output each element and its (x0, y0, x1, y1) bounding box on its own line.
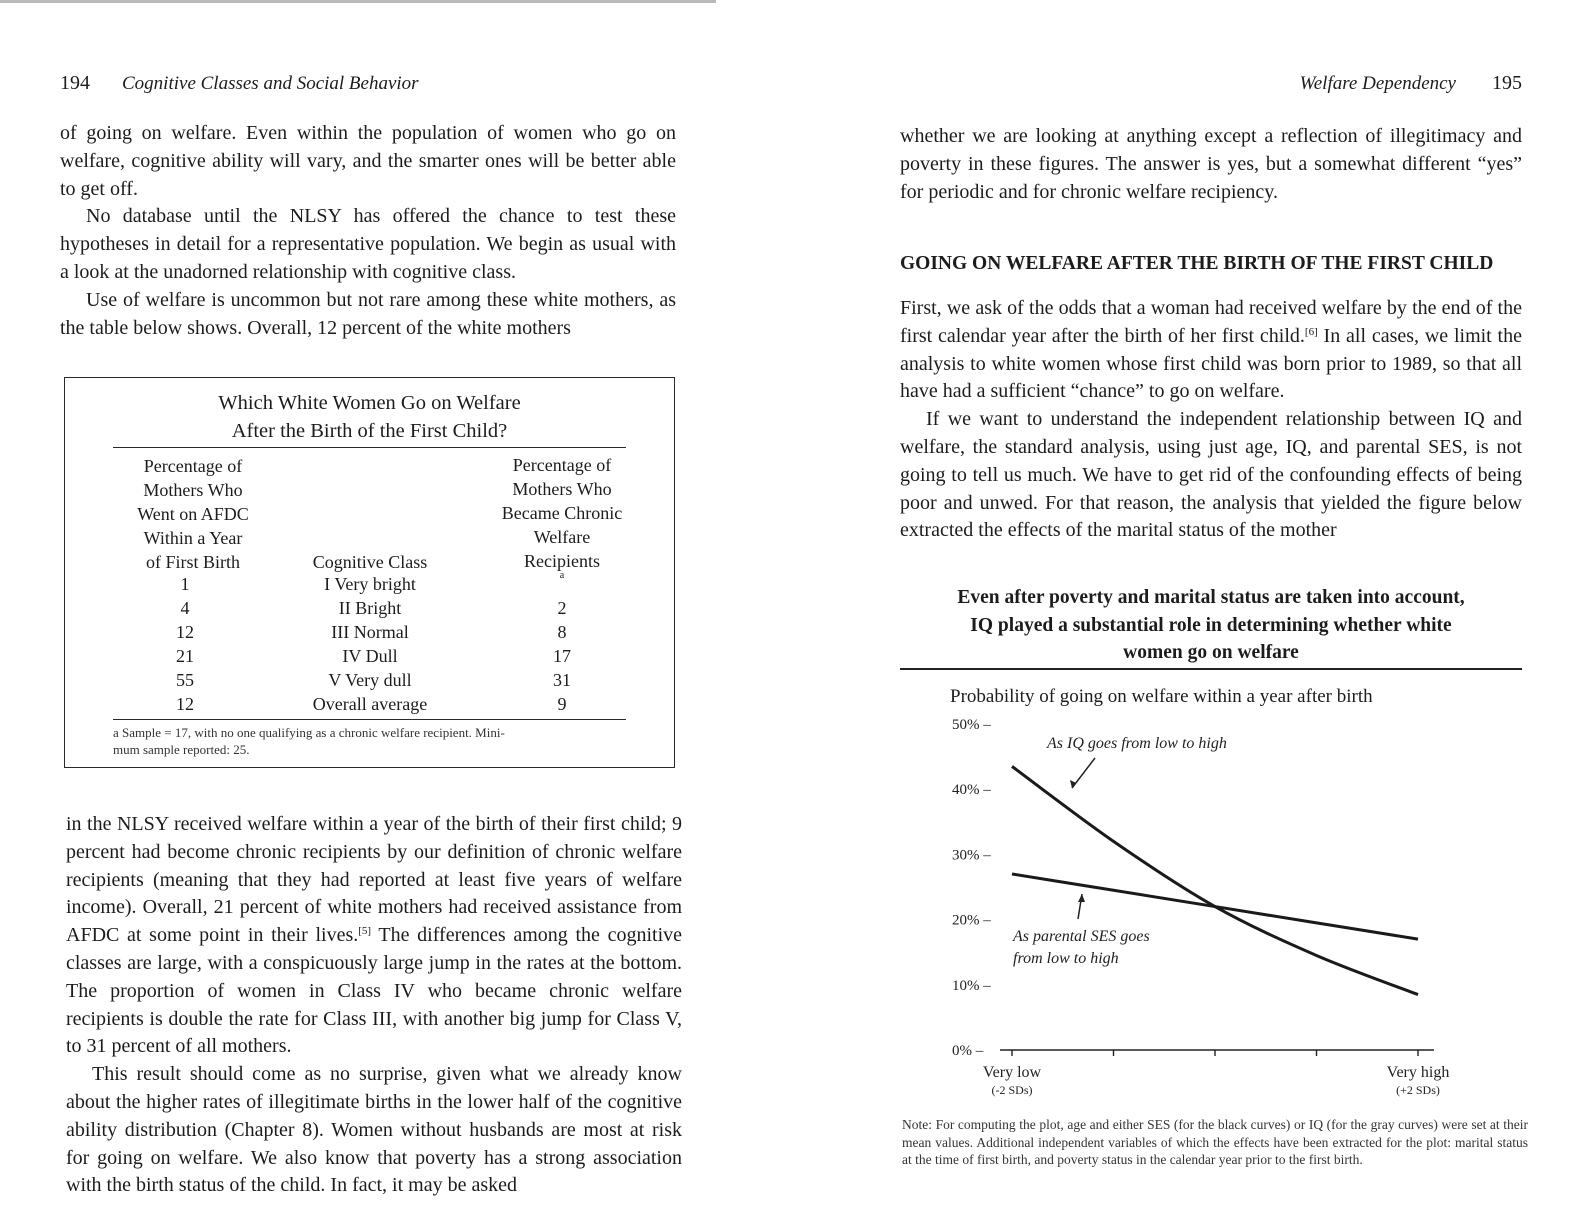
footnote-line: a Sample = 17, with no one qualifying as a chronic welfare recipient. Mini- (113, 725, 505, 740)
cell-chronic: 2 (557, 598, 567, 618)
footnote-ref: [5] (358, 925, 372, 938)
header-line: Within a Year (143, 528, 243, 548)
left-running-head (60, 72, 419, 95)
y-tick-label: 30% – (952, 847, 991, 864)
cell-class: IV Dull (342, 646, 398, 666)
figure-title-line: IQ played a substantial role in determining whether white (970, 614, 1452, 636)
paragraph: of going on welfare. Even within the population of women who go on welfare, cognitive ability will vary, and the smarter ones will be better able to get off. (60, 122, 676, 200)
cell-class: I Very bright (324, 574, 416, 594)
x-end-label: Very low (982, 1064, 1042, 1081)
figure-note: Note: For computing the plot, age and either SES (for the black curves) or IQ (for the gray curves) were set at their mean values. Additional independent variables of which the effects have been extracted for the plot: marital status at the time of first birth, and poverty status in the calendar year prior to the first birth. (902, 1117, 1528, 1167)
paragraph: If we want to understand the independent relationship between IQ and welfare, the standard analysis, using just age, IQ, and parental SES, is not going to tell us much. We have to get rid of the confounding effects of being poor and unwed. For that reason, the analysis that yielded the figure below extracted the effects of the marital status of the mother (900, 408, 1522, 542)
table-title-line2: After the Birth of the First Child? (231, 420, 508, 442)
table-bottom-rule (113, 719, 626, 720)
y-tick-label: 0% – (952, 1043, 984, 1059)
figure-title (900, 584, 1522, 667)
iq-curve-label: As IQ goes from low to high (1047, 735, 1227, 752)
y-tick-label: 10% – (952, 977, 991, 994)
paragraph: whether we are looking at anything except a reflection of illegitimacy and poverty in these figures. The answer is yes, but a somewhat different “yes” for periodic and for chronic welfare recipiency. (900, 125, 1522, 203)
right-running-title: Welfare Dependency (1299, 73, 1456, 94)
cell-afdc: 1 (180, 574, 190, 594)
figure-subtitle: Probability of going on welfare within a year after birth (950, 686, 1373, 707)
welfare-table (64, 377, 675, 768)
table-top-rule (113, 447, 626, 448)
y-tick-label: 50% – (952, 717, 991, 733)
table-header-afdc (103, 454, 283, 574)
paragraph-text: The differences among the cognitive classes are large, with a conspicuously large jump in the rates at the bottom. The proportion of women in Class IV who became chronic welfare recipients is double the rate for Class III, with another big jump for Class V, to 31 percent of all mothers. (66, 924, 682, 1058)
cell-chronic: 31 (553, 670, 571, 690)
paragraph-text: in the NLSY received welfare within a year of the birth of their first child; 9 percent had become chronic recipients by our definition of chronic welfare recipients (meaning that they had reported at least five years of welfare income). Overall, 21 percent of white mothers had received assistance from AFDC at some point in their lives. (66, 813, 682, 947)
paragraph: Use of welfare is uncommon but not rare among these white mothers, as the table below shows. Overall, 12 percent of the white mothers (60, 288, 676, 339)
top-rule (0, 0, 716, 3)
header-line: Mothers Who (512, 479, 612, 499)
cell-afdc: 4 (180, 598, 190, 618)
cell-afdc: 21 (176, 646, 194, 666)
figure-title-line: Even after poverty and marital status are taken into account, (957, 587, 1465, 608)
right-page-number: 195 (1492, 72, 1522, 94)
cell-chronic: 8 (557, 622, 567, 642)
left-bottom-text (66, 811, 682, 1200)
left-top-text (60, 120, 676, 342)
cell-afdc: 12 (176, 622, 194, 642)
table-footnote (113, 724, 633, 758)
footnote-line: mum sample reported: 25. (113, 742, 250, 757)
cell-afdc: 12 (176, 694, 194, 714)
paragraph (66, 811, 682, 1061)
y-tick-label: 20% – (952, 912, 991, 929)
left-page-number: 194 (60, 72, 90, 94)
table-title-line1: Which White Women Go on Welfare (218, 392, 521, 414)
welfare-probability-chart (900, 700, 1540, 1105)
cell-chronic: 9 (557, 694, 567, 714)
table-header-chronic (469, 453, 655, 573)
cell-afdc: 55 (176, 670, 194, 690)
x-end-label: Very high (1386, 1064, 1450, 1081)
header-line: Welfare (533, 527, 591, 547)
ses-curve-label: As parental SES goes (1013, 928, 1150, 945)
section-heading: GOING ON WELFARE AFTER THE BIRTH OF THE FIRST CHILD (900, 253, 1494, 274)
cell-chronic: 17 (553, 646, 571, 666)
header-line: Percentage of (143, 456, 243, 476)
cell-class: Overall average (312, 694, 428, 714)
paragraph-text: In all cases, we limit the analysis to white women whose first child was born prior to 1989, so that all have had a sufficient “chance” to go on welfare. (900, 324, 1522, 403)
header-line: of First Birth (145, 552, 240, 572)
paragraph-text: First, we ask of the odds that a woman had received welfare by the end of the first calendar year after the birth of her first child. (900, 297, 1522, 347)
header-line: Percentage of (512, 455, 612, 475)
ses-pointer-arrowhead (1078, 894, 1085, 902)
right-body-text (900, 295, 1522, 545)
figure-title-line: women go on welfare (1123, 642, 1299, 663)
cell-class: II Bright (338, 598, 402, 618)
cell-class: V Very dull (328, 670, 412, 690)
left-running-title: Cognitive Classes and Social Behavior (122, 73, 419, 94)
table-header-class: Cognitive Class (312, 552, 428, 572)
paragraph: No database until the NLSY has offered the chance to test these hypotheses in detail for a representative population. We begin as usual with a look at the unadorned relationship with cognitive class. (60, 205, 676, 283)
ses-curve-label: from low to high (1013, 950, 1119, 967)
footnote-ref: [6] (1304, 325, 1318, 338)
header-line: Became Chronic (501, 503, 623, 523)
paragraph: This result should come as no surprise, given what we already know about the higher rates of illegitimate births in the lower half of the cognitive ability distribution (Chapter 8). Women without husbands are most at risk for going on welfare. We also know that poverty has a strong association with the birth status of the child. In fact, it may be asked (66, 1063, 682, 1197)
header-line: Went on AFDC (137, 504, 249, 524)
figure-rule (900, 668, 1522, 670)
y-tick-label: 40% – (952, 782, 991, 799)
header-line: Mothers Who (143, 480, 243, 500)
right-top-text (900, 123, 1522, 206)
x-end-label: (-2 SDs) (991, 1083, 1033, 1097)
cell-chronic: a (559, 570, 565, 581)
paragraph (900, 295, 1522, 406)
header-line: Recipients (524, 551, 600, 571)
right-running-head (1300, 72, 1522, 95)
x-end-label: (+2 SDs) (1396, 1083, 1440, 1097)
cell-class: III Normal (331, 622, 409, 642)
